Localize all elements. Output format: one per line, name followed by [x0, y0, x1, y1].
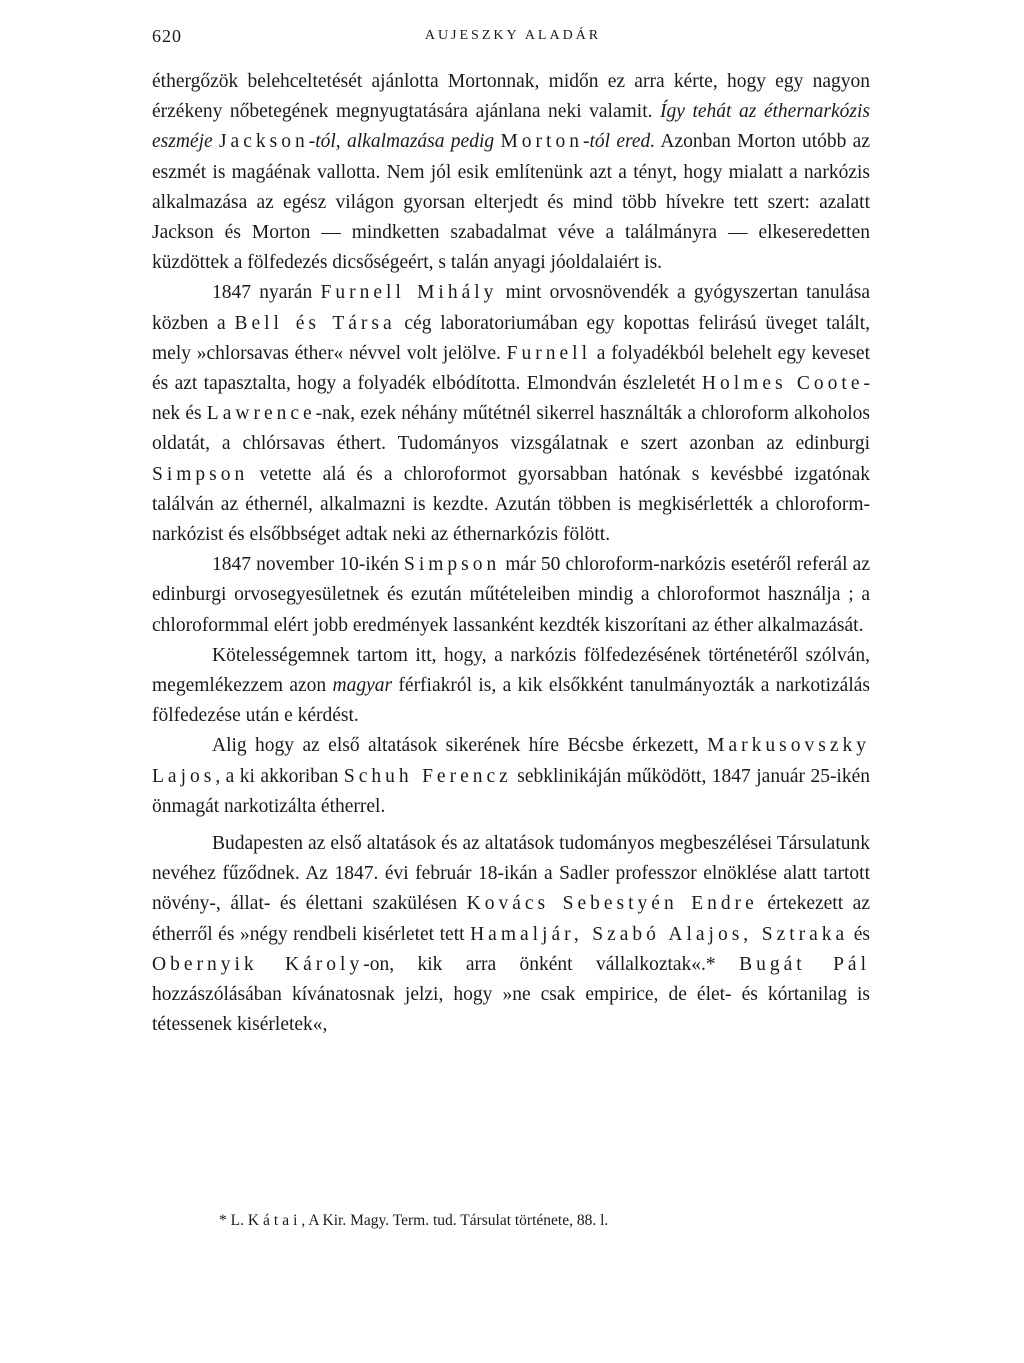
paragraph	[152, 278, 870, 550]
text-run: -on, kik arra önként vállalkoztak«.*	[363, 953, 740, 975]
text-run: Budapesten az első altatások és az altatások tudományos megbeszélései Társulatunk nevéhez fűződnek. Az 1847. évi február 18-ikán a Sadler professzor elnöklése alatt tartott növény-, állat- és élettani szakülésen	[152, 833, 870, 915]
text-run: értekezett az étherről és »négy rendbeli kisérletet tett	[152, 893, 870, 945]
spaced-name: Markusovszky Lajos	[152, 735, 870, 787]
text-run: Kötelességemnek tartom itt, hogy, a narkózis fölfedezésének történetéről szólván, megemlékezzem azon	[152, 644, 870, 697]
text-run: cég laboratoriumában egy kopottas felirású üveget talált, mely »chlorsavas éther« névvel volt jelölve.	[152, 312, 870, 364]
footnote	[219, 1210, 859, 1232]
text-run: sebklinikáján működött, 1847 január 25-ikén önmagát narkotizálta étherrel.	[152, 765, 871, 817]
page-number: 620	[152, 26, 182, 46]
text-run: vetette alá és a chloroformot gyorsabban hatónak s kevésbbé izgatónak találván az éthernél, alkalmazni is kezdte. Azután többen is megkisérlették a chloroform-narkózist és elsőbbséget adtak neki az éthernarkózis fölött.	[152, 463, 870, 546]
spaced-name: Schuh Ferencz	[343, 765, 512, 787]
text-run: , A Kir. Magy. Term. tud. Társulat története, 88. l.	[301, 1212, 609, 1229]
text-run: a folyadékból belehelt egy keveset és azt tapasztalta, hogy a folyadék elbódította. Elmondván észleletét	[152, 342, 870, 395]
text-run: mint orvosnövendék a gyógyszertan tanulása közben a	[152, 282, 870, 334]
spaced-name: Holmes Coote	[701, 373, 864, 395]
spaced-name: Bell és Társa	[234, 312, 396, 334]
spaced-name: Morton	[500, 131, 583, 153]
spaced-name: Furnell Mihály	[320, 282, 498, 304]
italic-text: Így tehát az éthernarkózis eszméje	[152, 101, 870, 153]
spaced-name: Furnell	[506, 342, 591, 364]
text-run: -nak, ezek néhány műtétnél sikerrel használták a chloroform alkoholos oldatát, a chlórsavas éthert. Tudományos vizsgálatnak e szert azonban az edinburgi	[152, 403, 870, 455]
text-run: már 50 chloroform-narkózis esetéről referál az edinburgi orvosegyesületnek és ezután műtételeiben mindig a chloroformot használja ; a chloroformmal elért jobb eredmények lassanként kezdték kiszorítani az éther alkalmazását.	[152, 554, 870, 636]
body-text	[152, 67, 870, 1041]
text-run: éthergőzök belehceltetését ajánlotta Mortonnak, midőn ez arra kérte, hogy egy nagyon érzékeny nőbetegének megnyugtatására ajánlana neki valamit.	[152, 71, 870, 123]
text-run: 1847 nyarán	[212, 282, 321, 304]
text-run: 1847 november 10-ikén	[212, 554, 404, 576]
spaced-name: Kátai	[247, 1212, 302, 1229]
text-run: Azonban Morton utóbb az eszmét is magáénak vallotta. Nem jól esik említenünk azt a tényt, hogy mialatt a narkózis alkalmazása az egész világon gyorsan elterjedt és mind több hívekre tett szert: azalatt Jackson és Morton — mindketten szabadalmat véve a találmányra — elkeseredetten küzdöttek a fölfedezés dicsőségeért, s talán anyagi jóoldalaiért is.	[152, 131, 870, 274]
spaced-name: Kovács Sebestyén Endre	[466, 893, 758, 915]
spaced-name: Simpson	[152, 463, 249, 485]
italic-text: -tól, alkalmazása pedig	[308, 131, 501, 153]
spaced-name: Obernyik Károly	[152, 953, 364, 975]
spaced-name: Simpson	[403, 554, 501, 576]
spaced-name: Hamaljár, Szabó Alajos, Sztraka	[470, 923, 849, 945]
spaced-name: Jackson	[218, 131, 309, 153]
text-run: hozzászólásában kívánatosnak jelzi, hogy »ne csak empirice, de élet- és kórtanilag is tétessenek kisérletek«,	[152, 984, 870, 1036]
paragraph	[152, 67, 870, 278]
page-header	[152, 26, 874, 50]
running-head: AUJESZKY ALADÁR	[424, 28, 602, 43]
text-run: * L.	[219, 1212, 248, 1229]
paragraph	[152, 829, 870, 1040]
text-run: -nek és	[152, 373, 870, 425]
text-run: férfiakról is, a kik elsőkként tanulmányozták a narkotizálás fölfedezése után e kérdést.	[152, 675, 870, 727]
italic-text: magyar	[332, 675, 393, 697]
paragraph	[152, 641, 870, 732]
spaced-name: Lawrence	[206, 403, 316, 425]
italic-text: -tól ered.	[582, 131, 656, 153]
paragraph	[152, 550, 870, 641]
text-run: , a ki akkoriban	[215, 765, 344, 787]
paragraph	[152, 731, 870, 822]
spaced-name: Bugát Pál	[739, 953, 870, 975]
text-run: Alig hogy az első altatások sikerének híre Bécsbe érkezett,	[212, 735, 708, 757]
text-run: és	[848, 923, 870, 945]
